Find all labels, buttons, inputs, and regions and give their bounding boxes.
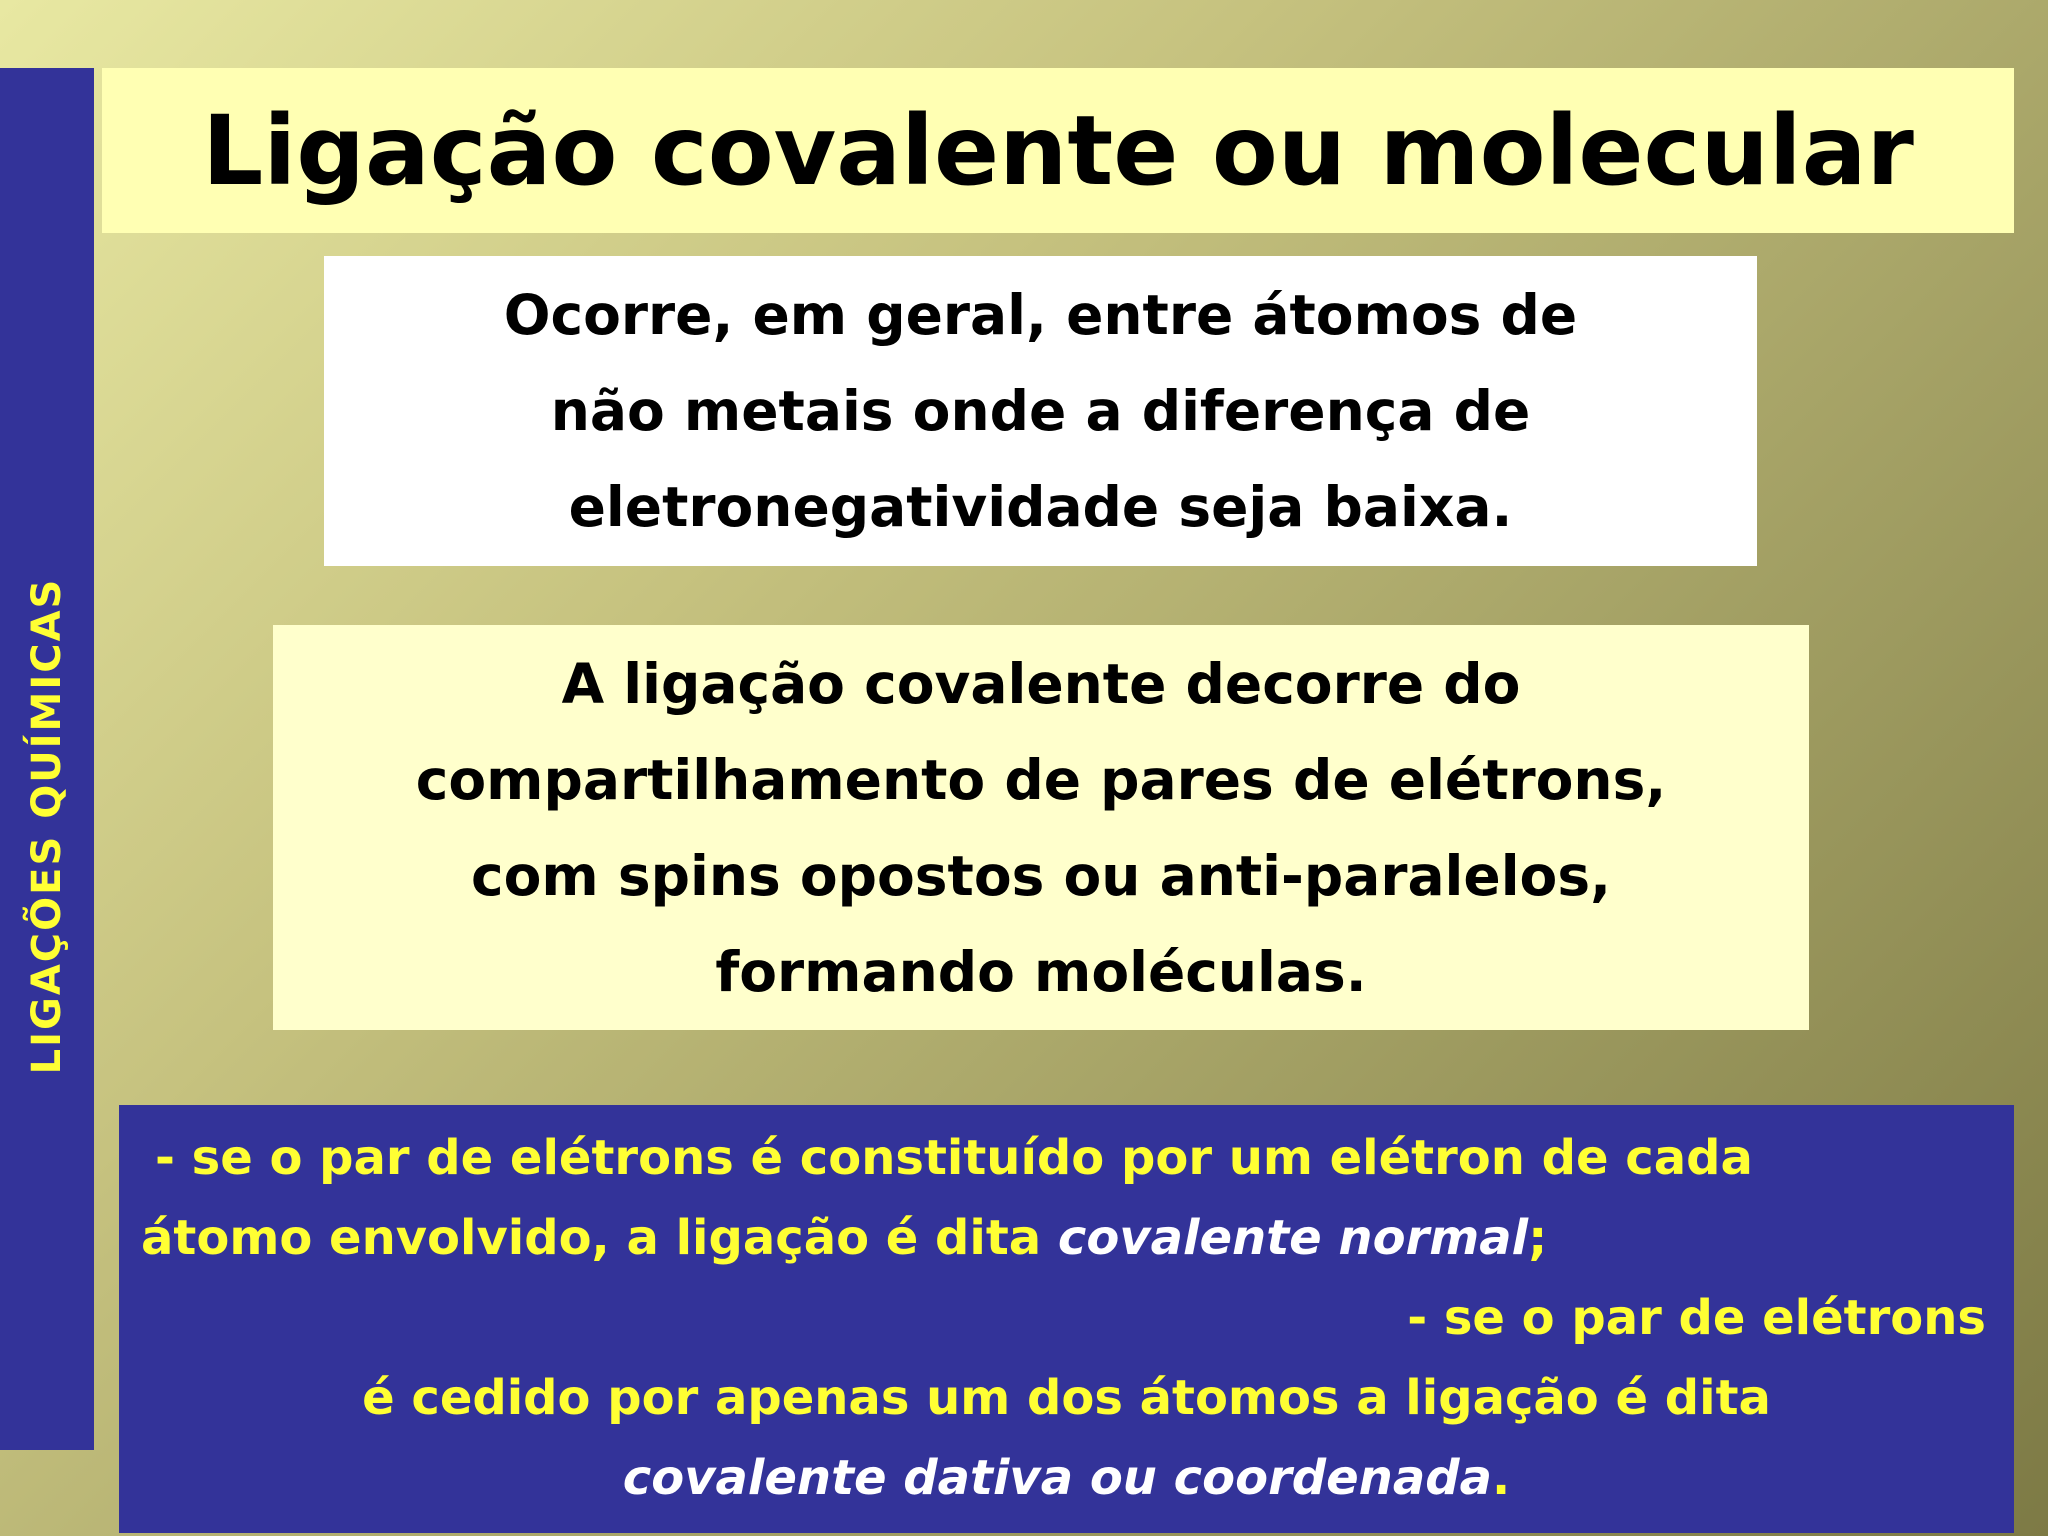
explanation-line: formando moléculas. [715, 939, 1367, 1004]
sidebar-label: LIGAÇÕES QUÍMICAS [24, 577, 70, 1075]
definition-line: eletronegatividade seja baixa. [568, 475, 1513, 539]
types-line-4: é cedido por apenas um dos átomos a ligação é dita [362, 1370, 1771, 1426]
types-line-5 [119, 1450, 2014, 1506]
types-line-2-suffix: ; [1528, 1210, 1548, 1266]
definition-box [324, 256, 1757, 566]
slide-title: Ligação covalente ou molecular [202, 94, 1914, 207]
definition-line: não metais onde a diferença de [550, 379, 1531, 443]
types-line-2 [141, 1210, 1547, 1266]
definition-line: Ocorre, em geral, entre átomos de [503, 283, 1578, 347]
term-covalente-dativa: covalente dativa ou coordenada [622, 1450, 1492, 1506]
term-covalente-normal: covalente normal [1057, 1210, 1529, 1266]
explanation-box [273, 625, 1809, 1030]
explanation-line: compartilhamento de pares de elétrons, [415, 747, 1667, 812]
types-box [119, 1105, 2014, 1533]
explanation-line: A ligação covalente decorre do [561, 651, 1521, 716]
types-line-2-text: átomo envolvido, a ligação é dita [141, 1210, 1058, 1266]
types-line-5-suffix: . [1491, 1450, 1511, 1506]
types-line-1: - se o par de elétrons é constituído por um elétron de cada [155, 1130, 1753, 1186]
types-line-3: - se o par de elétrons [1407, 1290, 1986, 1346]
title-box [102, 68, 2014, 233]
explanation-line: com spins opostos ou anti-paralelos, [471, 843, 1611, 908]
